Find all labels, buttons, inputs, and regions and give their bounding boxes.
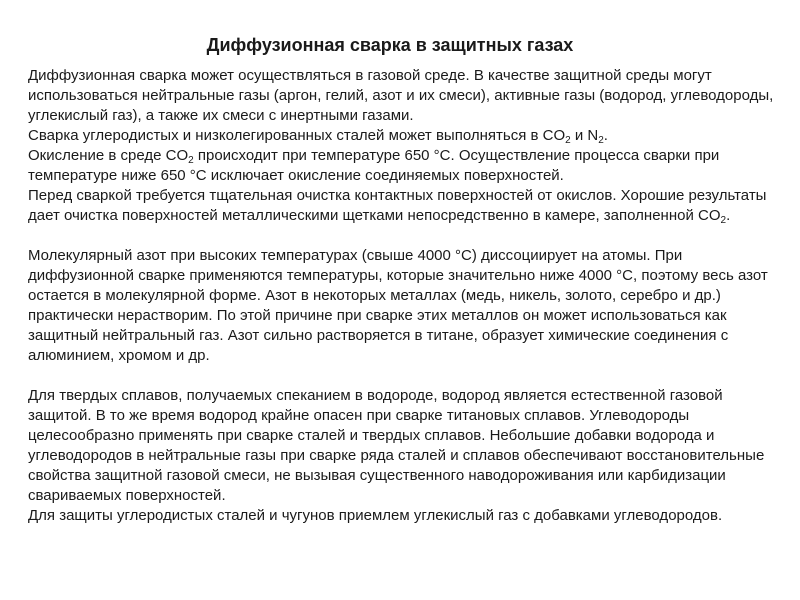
paragraph-spacer	[28, 366, 778, 386]
text-line: Диффузионная сварка может осуществляться в газовой среде. В качестве защитной среды могут использоваться нейтральные газы (аргон, гелий, азот и их смеси), активные газы (водород, углеводороды, углекислый газ), а также их смеси с инертными газами.	[28, 67, 774, 124]
text-line: Для защиты углеродистых сталей и чугунов приемлем углекислый газ с добавками углеводородов.	[28, 507, 723, 524]
paragraph-spacer	[28, 226, 778, 246]
slide-title: Диффузионная сварка в защитных газах	[206, 35, 574, 55]
text-line: Сварка углеродистых и низколегированных сталей может выполняться в $CO_2$ и $N_2$.	[28, 127, 608, 146]
text-line: Окисление в среде $CO_2$ происходит при температуре 650 °C. Осуществление процесса сварки при температуре ниже 650 °C исключает окисление соединяемых поверхностей.	[28, 147, 720, 184]
text-line: Для твердых сплавов, получаемых спеканием в водороде, водород является естественной газовой защитой. В то же время водород крайне опасен при сварке титановых сплавов. Углеводороды целесообразно применять при сварке сталей и твердых сплавов. Небольшие добавки водорода и углеводородов в нейтральные газы при сварке ряда сталей и сплавов обеспечивают восстановительные свойства защитной газовой смеси, не вызывая существенного наводороживания или карбидизации свариваемых поверхностей.	[28, 387, 765, 504]
text-line: Перед сваркой требуется тщательная очистка контактных поверхностей от окислов. Хорошие результаты дает очистка поверхностей металлическими щетками непосредственно в камере, заполненной $CO_2$.	[28, 187, 767, 226]
paragraph-1	[28, 66, 778, 226]
slide-body	[28, 66, 778, 526]
text-line: Молекулярный азот при высоких температурах (свыше 4000 °C) диссоциирует на атомы. При диффузионной сварке применяются температуры, которые значительно ниже 4000 °C, поэтому весь азот остается в молекулярной форме. Азот в некоторых металлах (медь, никель, золото, серебро и др.) практически нерастворим. По этой причине при сварке этих металлов он может использоваться как защитный нейтральный газ. Азот сильно растворяется в титане, образует химические соединения с алюминием, хромом и др.	[28, 247, 768, 364]
paragraph-2	[28, 246, 778, 366]
paragraph-3	[28, 386, 778, 526]
